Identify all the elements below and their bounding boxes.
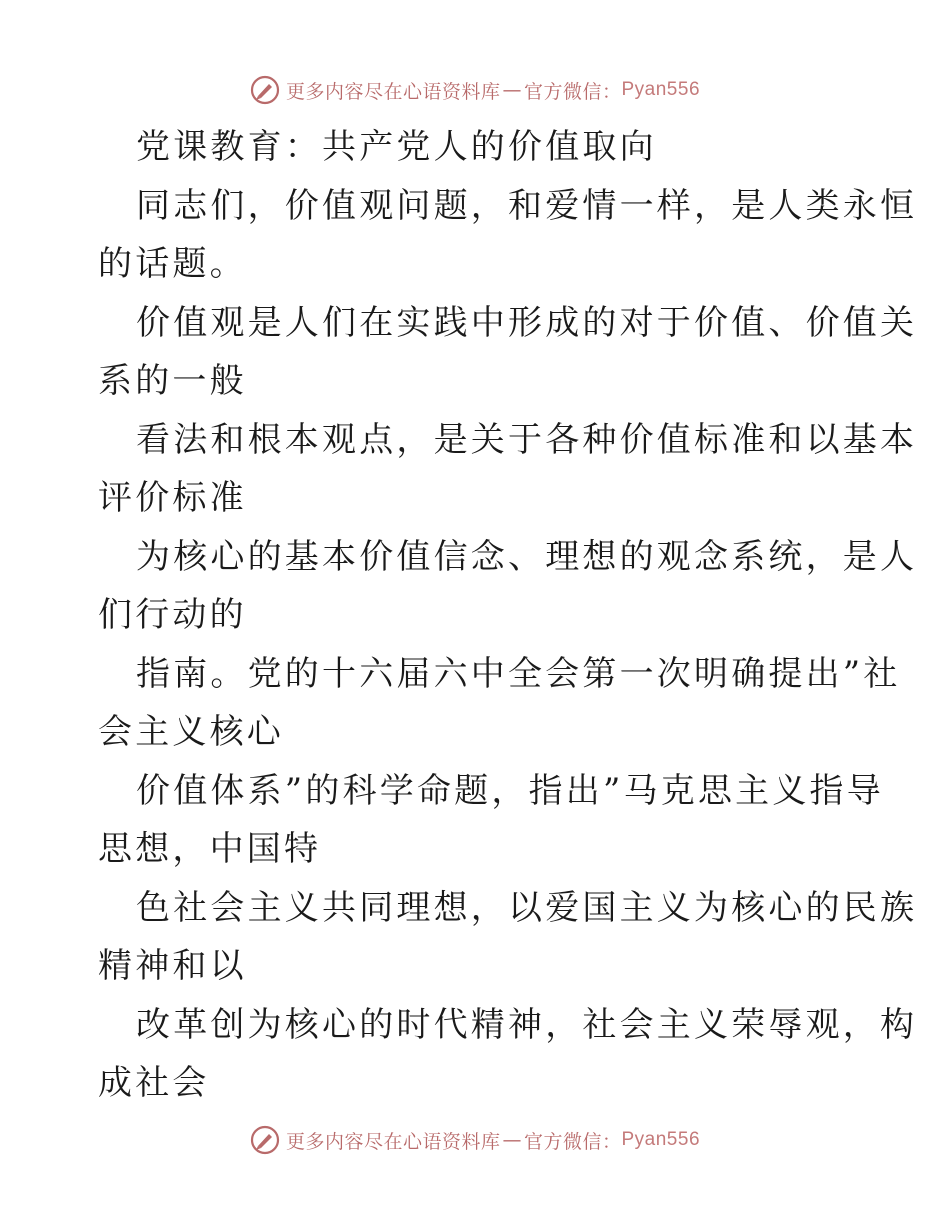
paragraph-line: 系的一般 — [98, 361, 247, 401]
paragraph-line: 价值观是人们在实践中形成的对于价值、价值关 — [136, 302, 918, 343]
banner-separator: — — [502, 1129, 522, 1151]
paragraph-line: 看法和根本观点，是关于各种价值标准和以基本 — [136, 419, 918, 460]
paragraph-line: 们行动的 — [98, 595, 247, 635]
header-watermark-banner — [0, 70, 950, 110]
paragraph-line: 的话题。 — [98, 244, 247, 284]
banner-wechat-id: Pyan556 — [621, 79, 701, 100]
paragraph-line: 成社会 — [98, 1063, 210, 1103]
paragraph-line: 价值体系”的科学命题，指出”马克思主义指导 — [136, 770, 884, 811]
paragraph-line: 为核心的基本价值信念、理想的观念系统，是人 — [136, 536, 918, 577]
paragraph-line: 指南。党的十六届六中全会第一次明确提出”社 — [136, 653, 901, 694]
paragraph-line: 会主义核心 — [98, 712, 284, 752]
pen-seal-icon — [250, 1125, 280, 1155]
paragraph-line: 评价标准 — [98, 478, 247, 518]
document-title: 党课教育：共产党人的价值取向 — [136, 127, 657, 167]
banner-separator: — — [502, 79, 522, 101]
paragraph-line: 思想，中国特 — [98, 829, 322, 869]
paragraph-line: 色社会主义共同理想，以爱国主义为核心的民族 — [136, 887, 918, 928]
banner-wechat-label: 官方微信： — [523, 80, 622, 103]
footer-watermark-banner — [0, 1120, 950, 1160]
banner-wechat-label: 官方微信： — [523, 1130, 622, 1153]
document-body — [98, 118, 918, 1113]
paragraph-line: 精神和以 — [98, 946, 247, 986]
paragraph-line: 同志们，价值观问题，和爱情一样，是人类永恒 — [136, 185, 918, 226]
paragraph-line: 改革创为核心的时代精神，社会主义荣辱观，构 — [136, 1004, 918, 1045]
banner-text: 更多内容尽在心语资料库 — [285, 1130, 501, 1153]
banner-text: 更多内容尽在心语资料库 — [285, 80, 501, 103]
pen-seal-icon — [250, 75, 280, 105]
banner-wechat-id: Pyan556 — [621, 1129, 701, 1150]
